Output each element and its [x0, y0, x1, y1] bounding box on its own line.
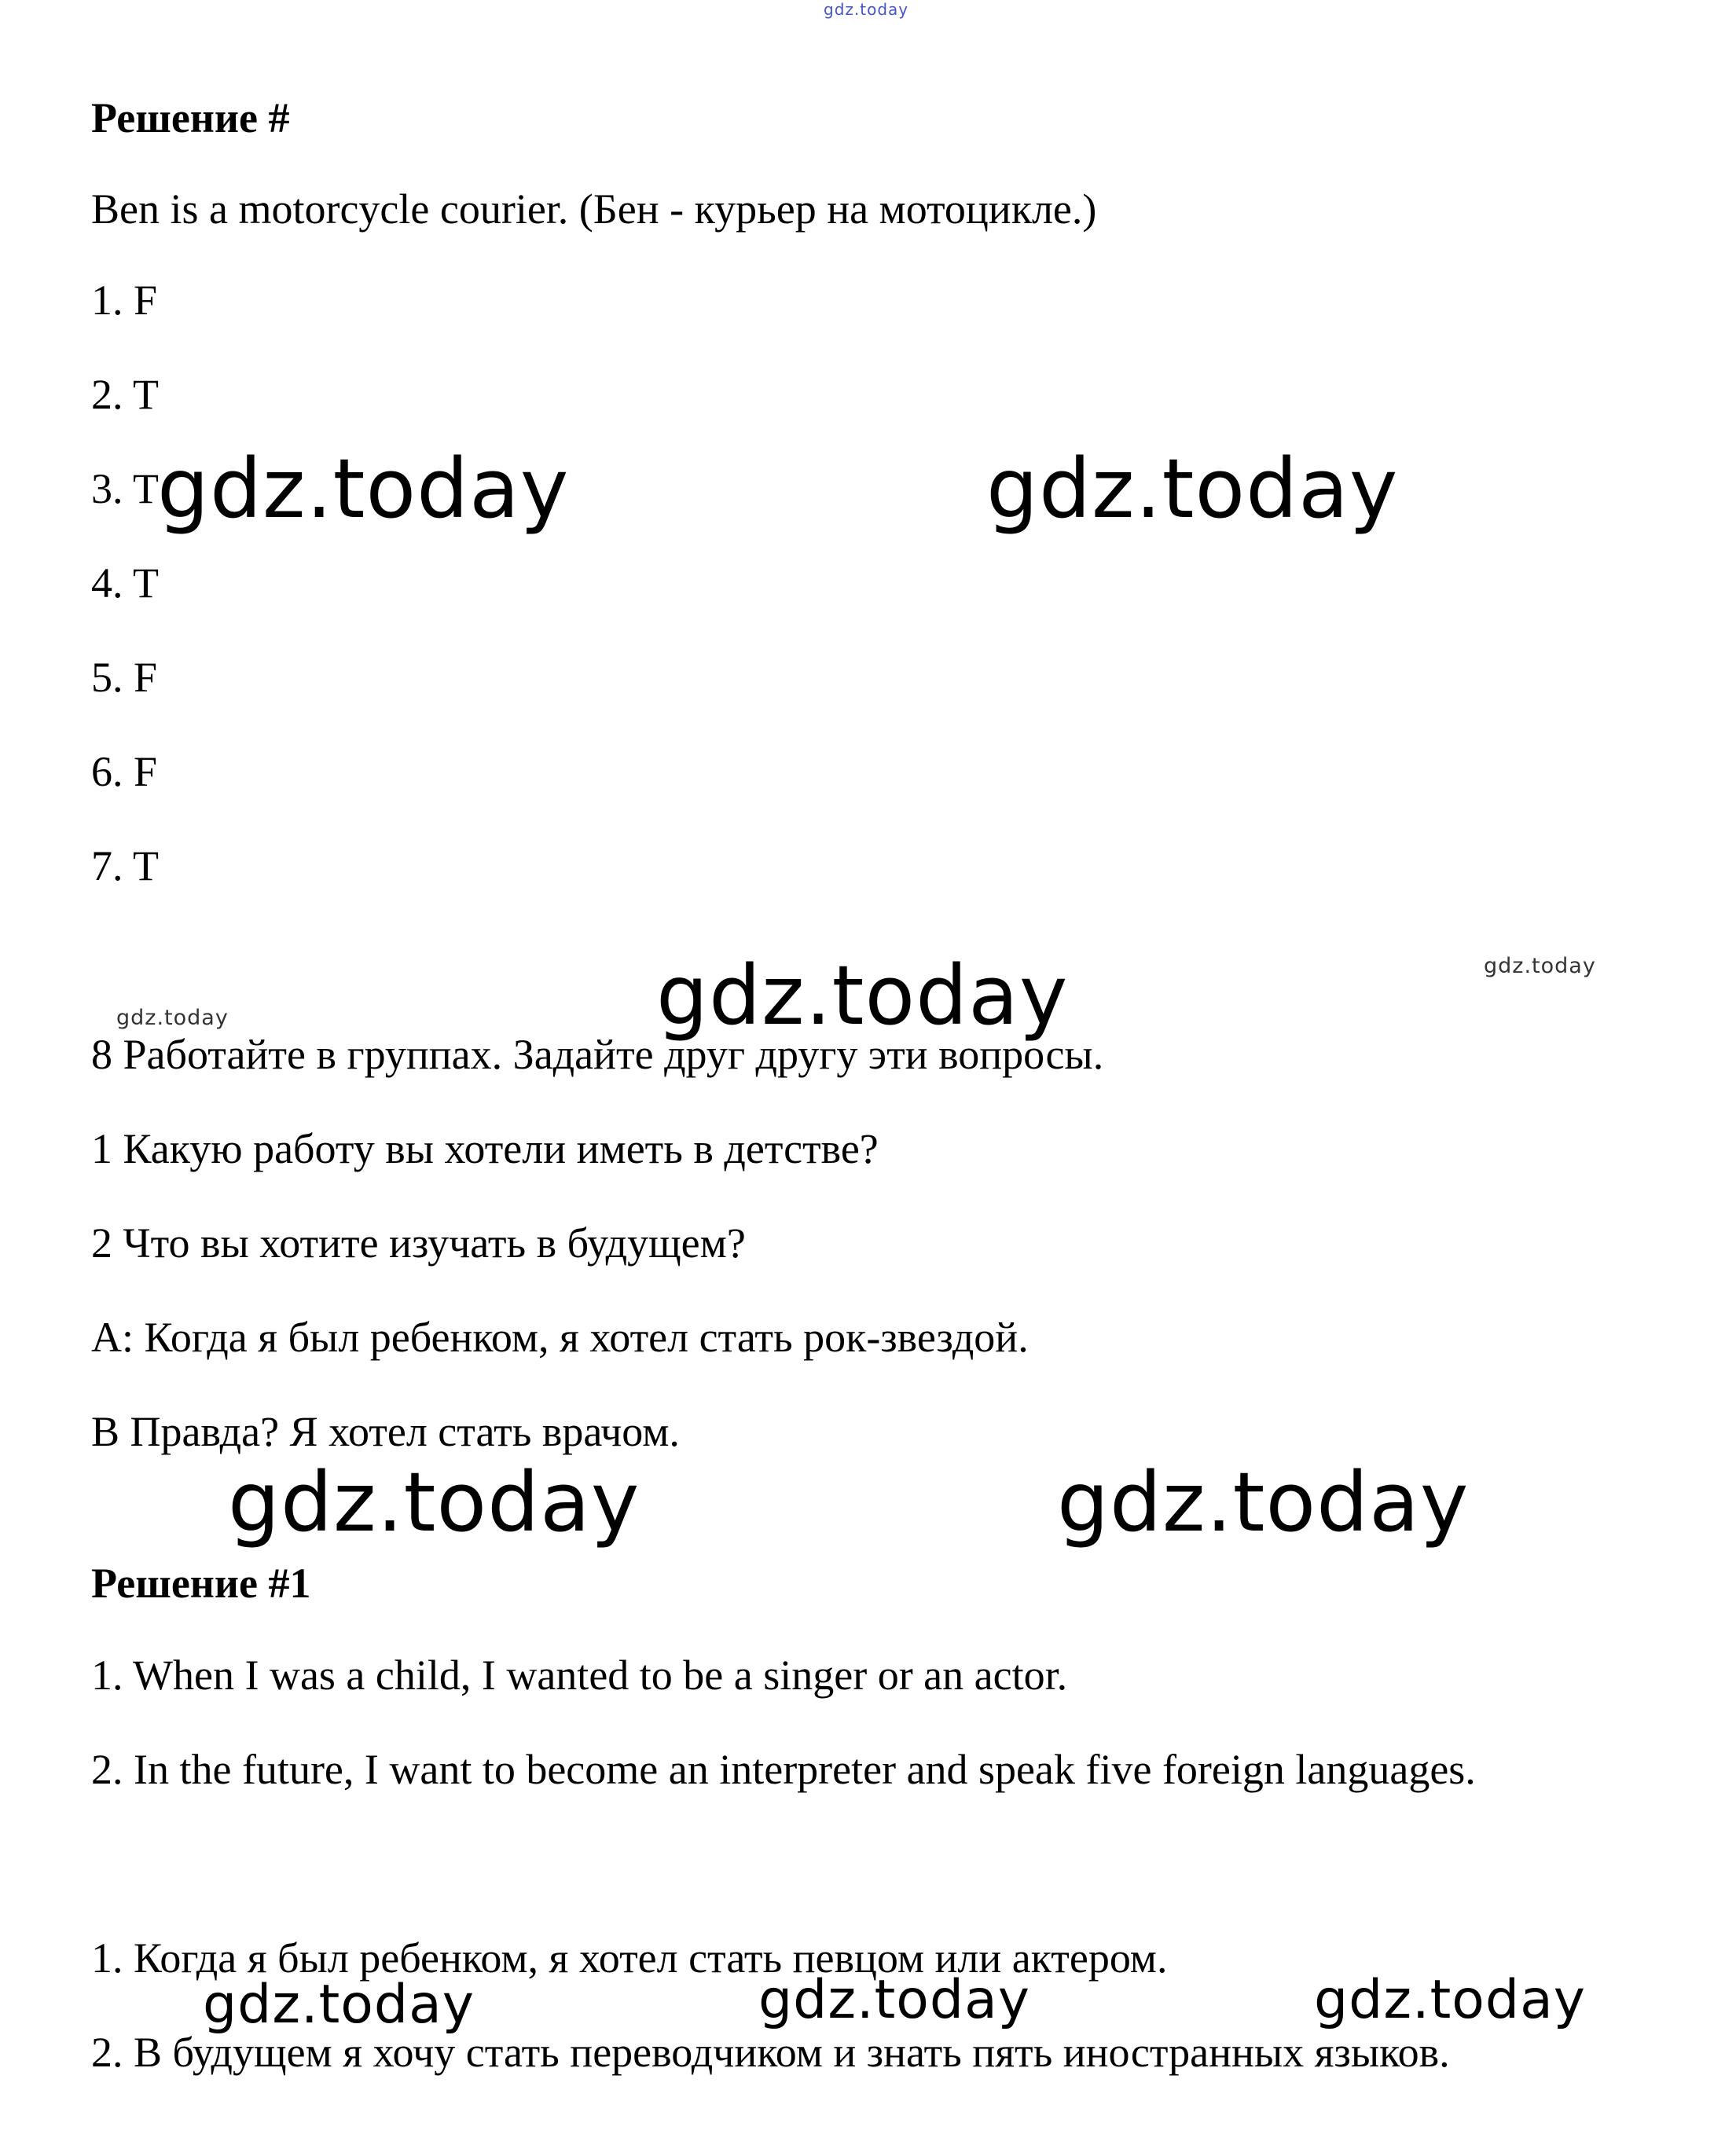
intro-text: Ben is a motorcycle courier. (Бен - курьер на мотоцикле.) — [91, 185, 1097, 233]
watermark-top: gdz.today — [824, 0, 909, 19]
answer-1: 1. F — [91, 277, 158, 324]
dialogue-line-a: A: Когда я был ребенком, я хотел стать рок-звездой. — [91, 1314, 1029, 1361]
answer-6: 6. F — [91, 748, 158, 795]
watermark: gdz.today — [758, 1969, 1030, 2031]
answer-2: 2. T — [91, 371, 160, 418]
english-answer-1: 1. When I was a child, I wanted to be a singer or an actor. — [91, 1652, 1068, 1699]
dialogue-line-b: B Правда? Я хотел стать врачом. — [91, 1408, 680, 1455]
russian-answer-2: 2. В будущем я хочу стать переводчиком и знать пять иностранных языков. — [91, 2029, 1450, 2076]
answer-4: 4. T — [91, 559, 160, 607]
answer-5: 5. F — [91, 654, 158, 701]
answer-3: 3. T — [91, 465, 160, 512]
watermark-small: gdz.today — [1484, 954, 1596, 978]
english-answer-2: 2. In the future, I want to become an interpreter and speak five foreign languages. — [91, 1746, 1476, 1793]
watermark: gdz.today — [203, 1974, 475, 2036]
question-1: 1 Какую работу вы хотели иметь в детстве? — [91, 1125, 879, 1172]
watermark: gdz.today — [228, 1454, 640, 1550]
watermark: gdz.today — [157, 441, 570, 537]
watermark: gdz.today — [986, 441, 1399, 537]
answer-7: 7. T — [91, 842, 160, 889]
solution-heading: Решение # — [91, 94, 290, 141]
watermark: gdz.today — [1057, 1454, 1470, 1550]
russian-answer-1: 1. Когда я был ребенком, я хотел стать певцом или актером. — [91, 1934, 1168, 1982]
task-8-title: 8 Работайте в группах. Задайте друг другу эти вопросы. — [91, 1031, 1104, 1078]
solution-1-heading: Решение #1 — [91, 1560, 311, 1607]
watermark: gdz.today — [656, 948, 1069, 1043]
watermark: gdz.today — [1314, 1969, 1586, 2031]
watermark-small: gdz.today — [116, 1006, 229, 1030]
question-2: 2 Что вы хотите изучать в будущем? — [91, 1219, 746, 1267]
